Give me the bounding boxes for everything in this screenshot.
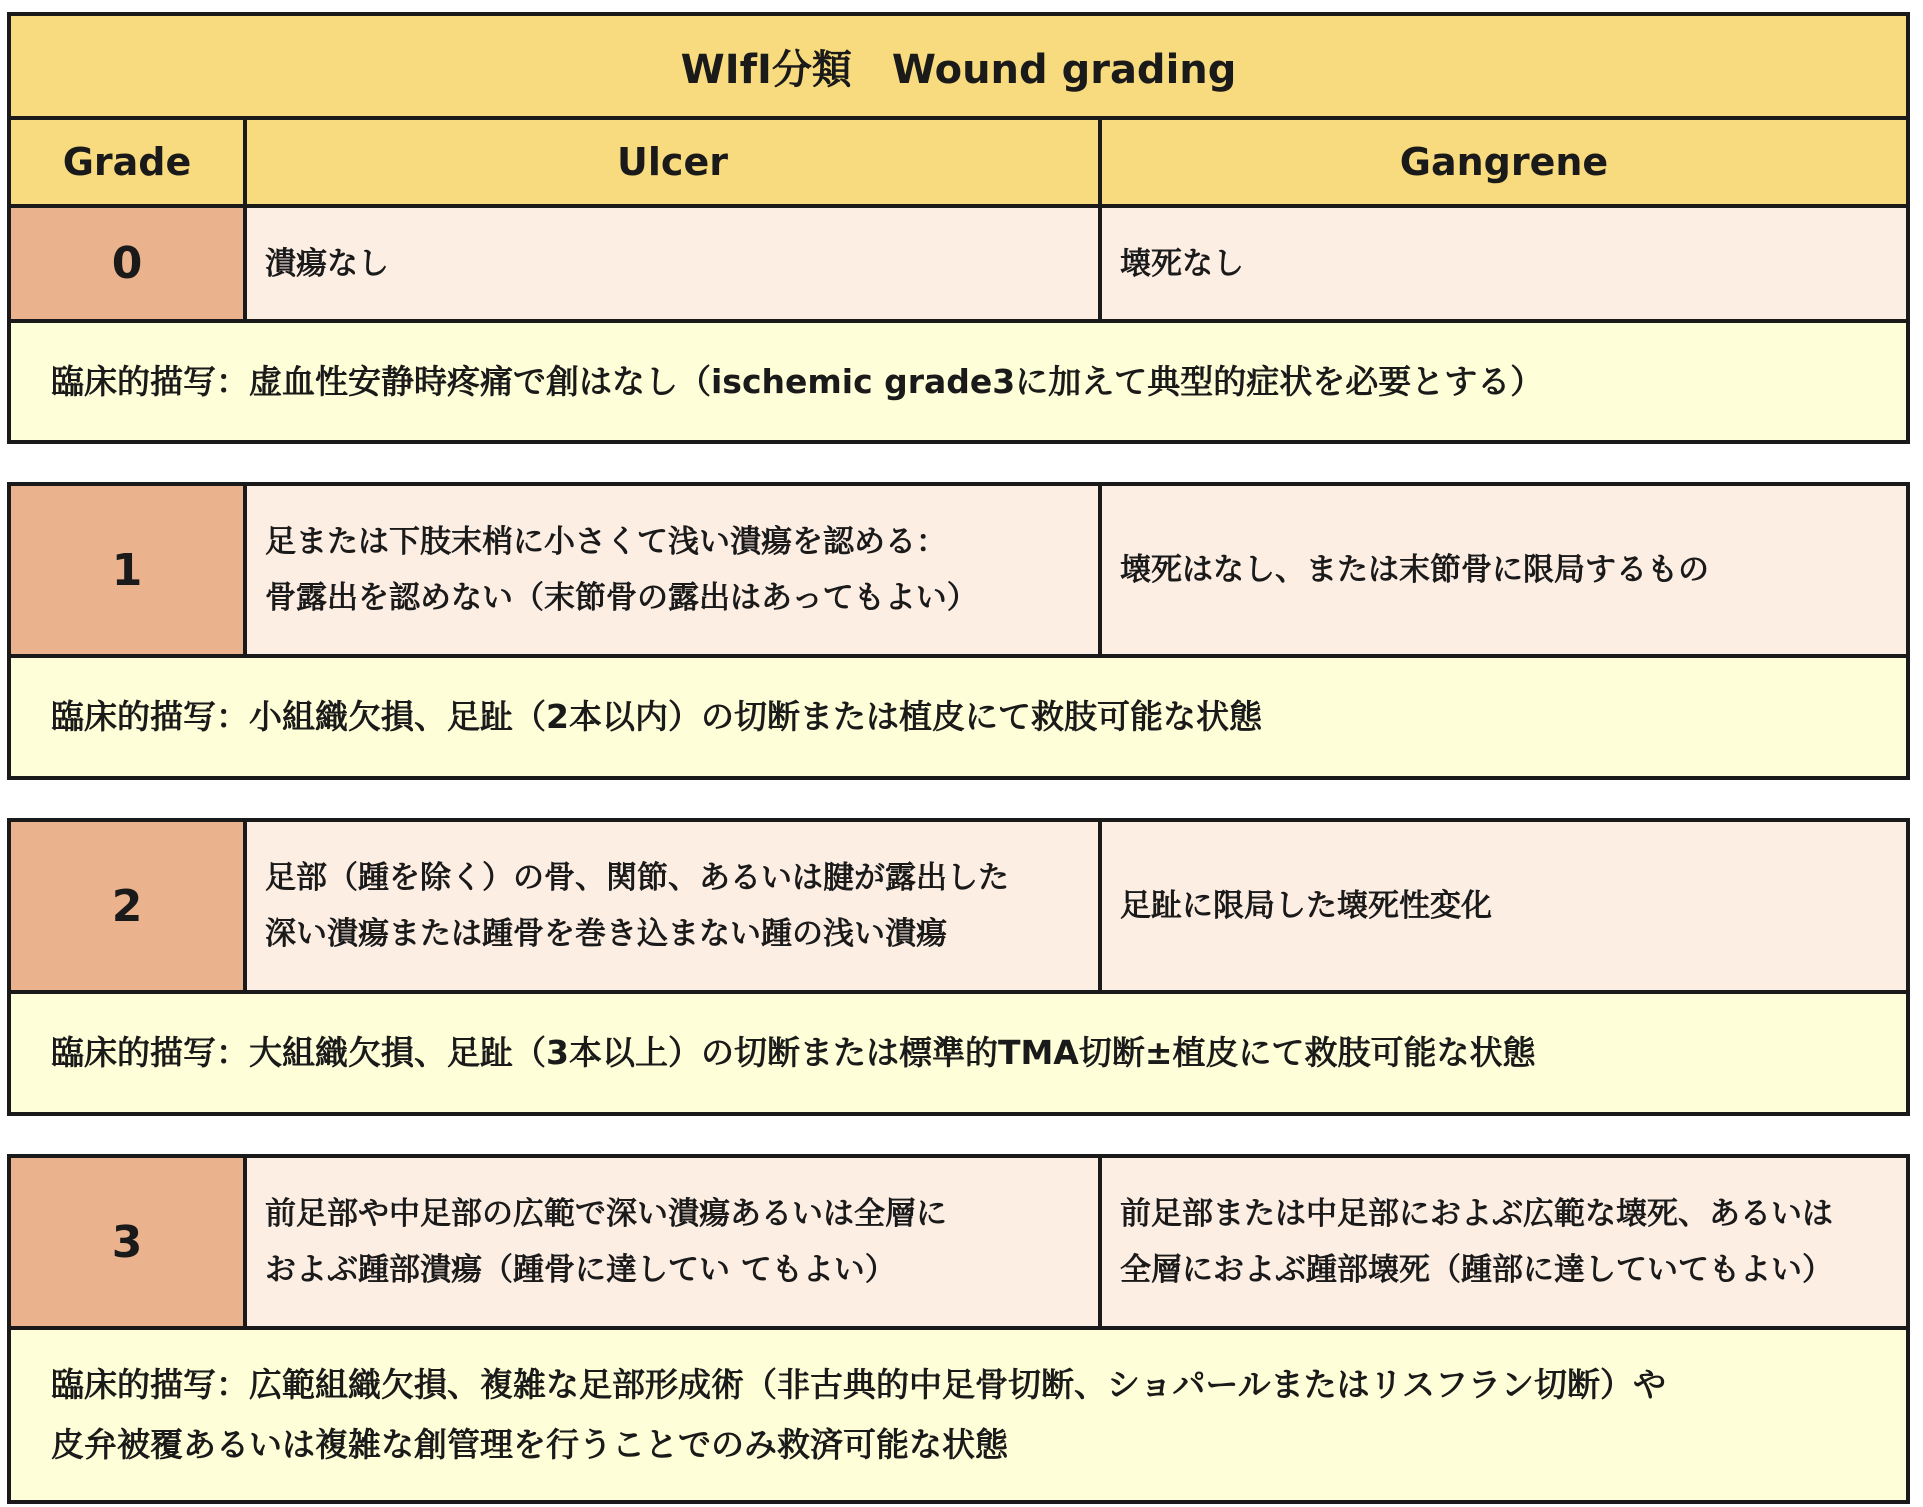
ulcer-cell [247, 486, 1102, 654]
gangrene-cell [1102, 486, 1906, 654]
grade-row-1 [11, 486, 1906, 658]
gangrene-text: 壊死はなし、または末節骨に限局するもの [1120, 552, 1709, 588]
clinical-text: 臨床的描写：大組織欠損、足趾（3本以上）の切断または標準的TMA切断±植皮にて救肢可能な状態 [51, 1033, 1536, 1072]
table-title: WIfI分類 Wound grading [11, 16, 1906, 120]
ulcer-cell [247, 208, 1102, 319]
gangrene-text: 前足部または中足部におよぶ広範な壊死、あるいは 全層におよぶ踵部壊死（踵部に達していてもよい） [1120, 1196, 1833, 1288]
clinical-text: 臨床的描写：広範組織欠損、複雑な足部形成術（非古典的中足骨切断、ショパールまたはリスフラン切断）や 皮弁被覆あるいは複雑な創管理を行うことでのみ救済可能な状態 [51, 1365, 1667, 1464]
ulcer-text: 前足部や中足部の広範で深い潰瘍あるいは全層に およぶ踵部潰瘍（踵骨に達してい てもよい） [265, 1196, 947, 1288]
ulcer-text: 足または下肢末梢に小さくて浅い潰瘍を認める： 骨露出を認めない（末節骨の露出はあってもよい） [265, 524, 978, 616]
clinical-row-2 [11, 994, 1906, 1112]
wound-grading-table-block-1 [7, 482, 1910, 780]
wound-grading-table-block-2 [7, 818, 1910, 1116]
grade-cell: 2 [11, 822, 247, 990]
wound-grading-table-block-3 [7, 1154, 1910, 1504]
wound-grading-table-block-0 [7, 12, 1910, 444]
grade-cell: 0 [11, 208, 247, 319]
gangrene-cell [1102, 208, 1906, 319]
grade-cell: 3 [11, 1158, 247, 1326]
header-row [11, 120, 1906, 208]
gangrene-text: 足趾に限局した壊死性変化 [1120, 888, 1492, 924]
grade-cell: 1 [11, 486, 247, 654]
grade-row-0 [11, 208, 1906, 323]
clinical-text: 臨床的描写：小組織欠損、足趾（2本以内）の切断または植皮にて救肢可能な状態 [51, 697, 1262, 736]
gangrene-cell [1102, 1158, 1906, 1326]
header-gangrene: Gangrene [1399, 140, 1609, 184]
gangrene-cell [1102, 822, 1906, 990]
ulcer-text: 足部（踵を除く）の骨、関節、あるいは腱が露出した 深い潰瘍または踵骨を巻き込まない踵の浅い潰瘍 [265, 860, 1009, 952]
ulcer-cell [247, 822, 1102, 990]
ulcer-cell [247, 1158, 1102, 1326]
grade-row-2 [11, 822, 1906, 994]
ulcer-text: 潰瘍なし [265, 245, 389, 282]
clinical-text: 臨床的描写：虚血性安静時疼痛で創はなし（ischemic grade3に加えて典型的症状を必要とする） [51, 361, 1544, 401]
clinical-row-1 [11, 658, 1906, 776]
clinical-row-3 [11, 1330, 1906, 1500]
header-ulcer: Ulcer [247, 120, 1102, 204]
header-grade: Grade [11, 120, 247, 204]
grade-row-3 [11, 1158, 1906, 1330]
clinical-row-0 [11, 323, 1906, 440]
gangrene-text: 壊死なし [1120, 245, 1244, 282]
